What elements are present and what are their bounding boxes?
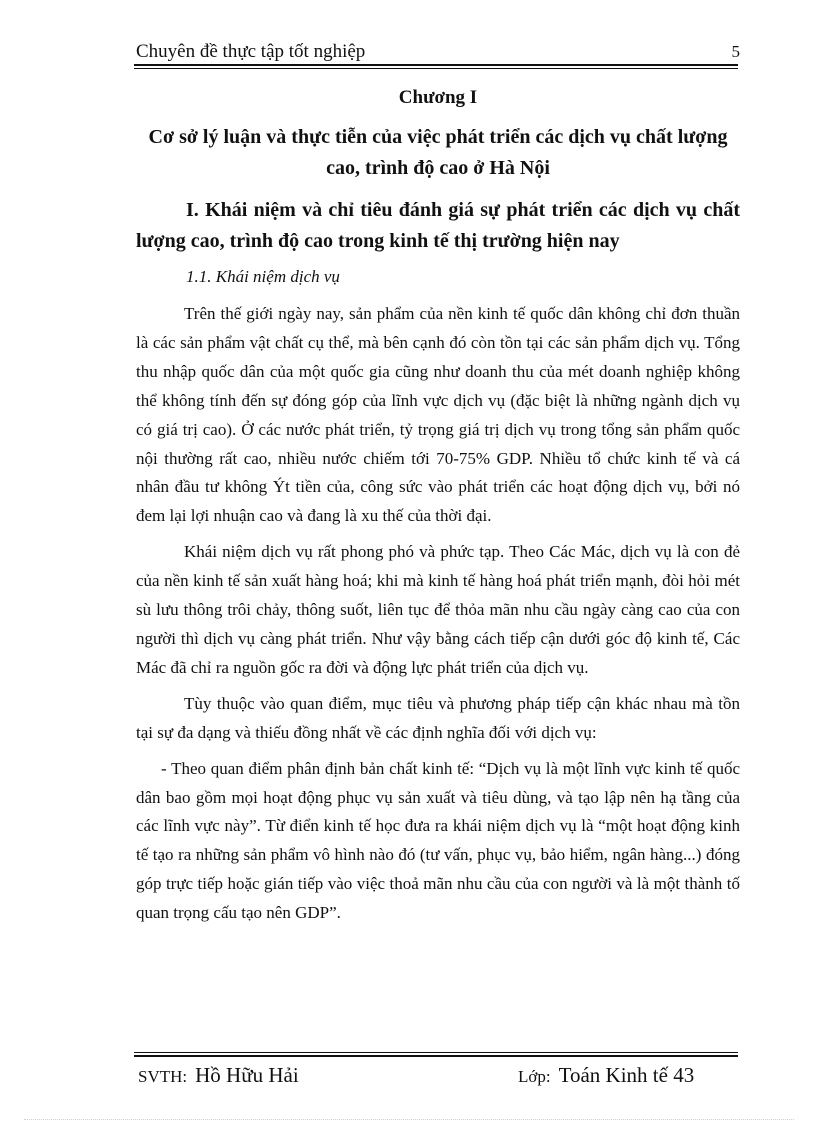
footer-rule-thin — [134, 1052, 738, 1053]
chapter-title: Cơ sở lý luận và thực tiễn của việc phát triển các dịch vụ chất lượng cao, trình độ cao ở Hà Nội — [148, 126, 728, 179]
class-label: Lớp: — [518, 1067, 551, 1086]
chapter-label: Chương I — [398, 87, 478, 108]
paragraph: Khái niệm dịch vụ rất phong phó và phức tạp. Theo Các Mác, dịch vụ là con đẻ của nền kinh tế sản xuất hàng hoá; khi mà kinh tế hàng hoá phát triển mạnh, đòi hỏi mét sù lưu thông trôi chảy, thông suốt, liên tục để thỏa mãn nhu cầu ngày càng cao của con người thì dịch vụ càng phát triển. Như vậy bằng cách tiếp cận dưới góc độ kinh tế, Các Mác đã chỉ ra nguồn gốc ra đời và động lực phát triển của dịch vụ. — [136, 542, 740, 677]
header-title: Chuyên đề thực tập tốt nghiệp — [136, 41, 366, 62]
footer-rule — [134, 1055, 738, 1057]
student-label: SVTH: — [138, 1067, 188, 1086]
footer-class — [518, 1060, 694, 1092]
paragraph: Trên thế giới ngày nay, sản phẩm của nền kinh tế quốc dân không chỉ đơn thuần là các sản phẩm vật chất cụ thể, mà bên cạnh đó còn tồn tại các sản phẩm dịch vụ. Tổng thu nhập quốc dân của một quốc gia cũng như doanh thu của mét doanh nghiệp không thể không tính đến sự đóng góp của lĩnh vực dịch vụ (đặc biệt là những ngành dịch vụ có giá trị cao). Ở các nước phát triển, tỷ trọng giá trị dịch vụ trong tổng sản phẩm quốc nội thường rất cao, nhiều nước chiếm tới 70-75% GDP. Nhiều tổ chức kinh tế và cá nhân đầu tư không Ýt tiền của, công sức vào phát triển các hoạt động dịch vụ, bởi nó đem lại lợi nhuận cao và đang là xu thế của thời đại. — [136, 304, 740, 526]
subsection-heading: 1.1. Khái niệm dịch vụ — [186, 267, 340, 286]
page-header — [136, 40, 740, 64]
page-bottom-dotted-line — [24, 1119, 794, 1120]
class-name: Toán Kinh tế 43 — [558, 1063, 695, 1087]
header-rule — [134, 64, 738, 66]
footer-student — [138, 1060, 299, 1092]
body-text — [136, 300, 740, 935]
page-number: 5 — [731, 42, 740, 61]
header-rule-thin — [134, 68, 738, 69]
paragraph: - Theo quan điểm phân định bản chất kinh tế: “Dịch vụ là một lĩnh vực kinh tế quốc dân bao gồm mọi hoạt động phục vụ sản xuất và tiêu dùng, và tạo lập nên hạ tầng của các lĩnh vực này”. Từ điển kinh tế học đưa ra khái niệm dịch vụ là “một hoạt động kinh tế tạo ra những sản phẩm vô hình nào đó (tư vấn, phục vụ, bảo hiểm, ngân hàng...) đóng góp trực tiếp hoặc gián tiếp vào việc thoả mãn nhu cầu của con người và là một thành tố quan trọng cấu tạo nên GDP”. — [136, 758, 740, 923]
section-heading: I. Khái niệm và chỉ tiêu đánh giá sự phát triển các dịch vụ chất lượng cao, trình độ cao trong kinh tế thị trường hiện nay — [136, 199, 740, 252]
student-name: Hồ Hữu Hải — [195, 1063, 299, 1087]
paragraph: Tùy thuộc vào quan điểm, mục tiêu và phương pháp tiếp cận khác nhau mà tồn tại sự đa dạng và thiếu đồng nhất về các định nghĩa đối với dịch vụ: — [136, 693, 740, 742]
